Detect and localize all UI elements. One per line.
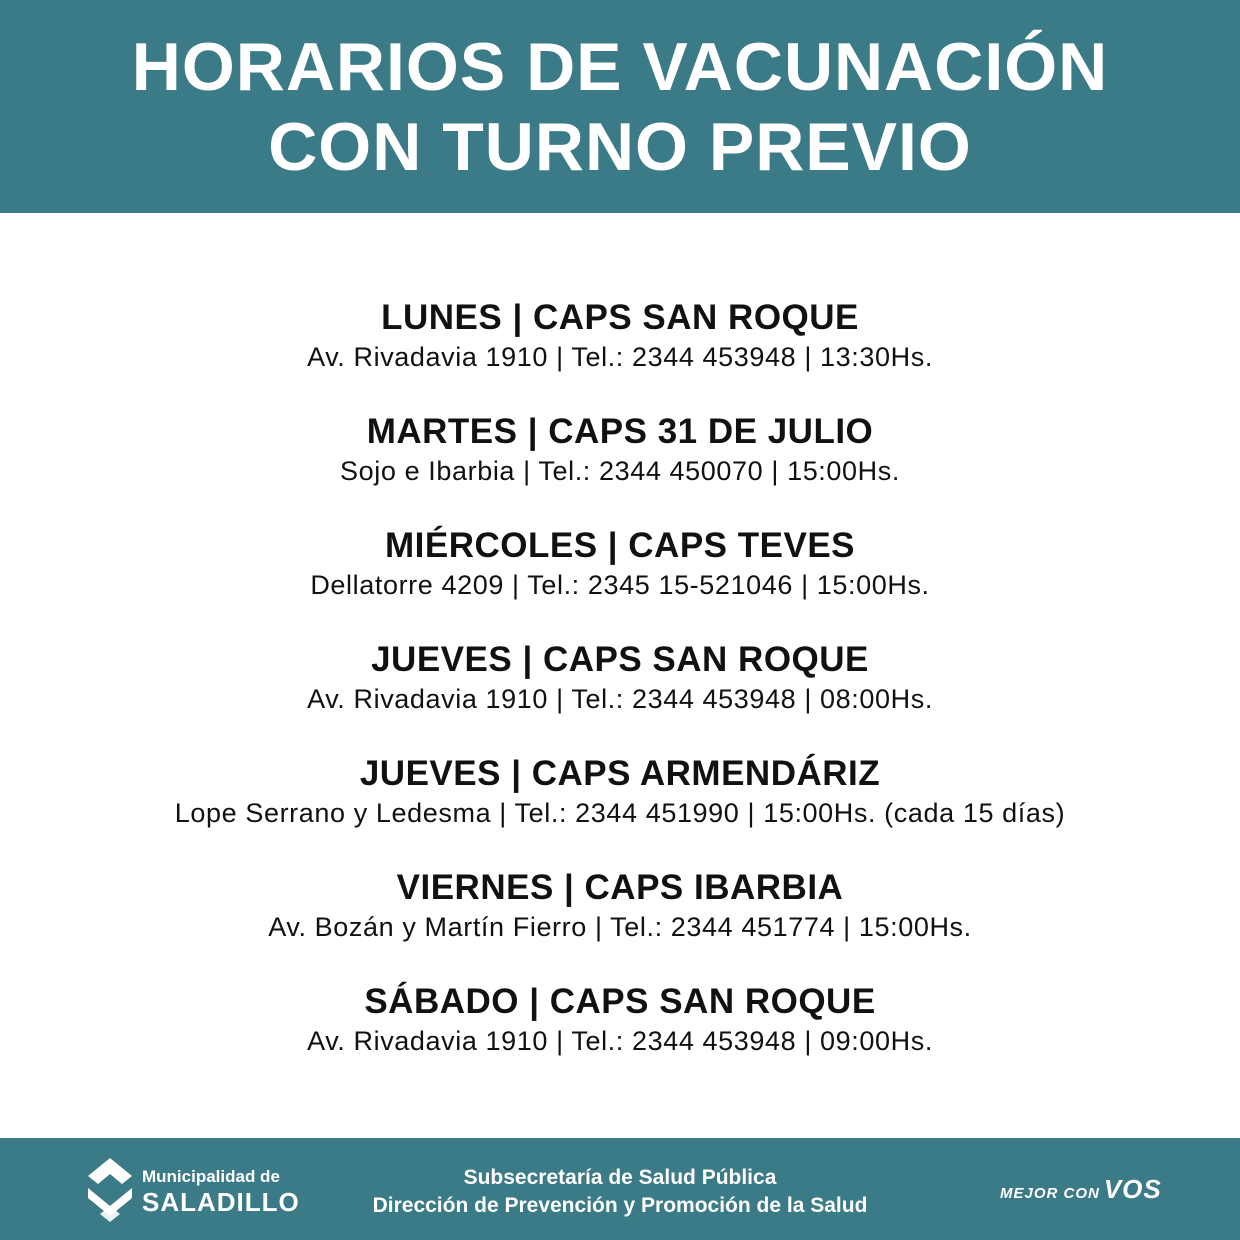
entry-title: JUEVES | CAPS SAN ROQUE (371, 640, 869, 679)
slogan-prefix: MEJOR CON (1000, 1185, 1100, 1202)
entry-detail: Av. Rivadavia 1910 | Tel.: 2344 453948 | 09:00Hs. (307, 1026, 933, 1056)
entry-title: JUEVES | CAPS ARMENDÁRIZ (359, 754, 881, 793)
footer-department (300, 1164, 940, 1220)
entry-detail: Av. Rivadavia 1910 | Tel.: 2344 453948 | 08:00Hs. (307, 684, 933, 714)
entry-title: VIERNES | CAPS IBARBIA (396, 868, 844, 907)
footer-line-1: Subsecretaría de Salud Pública (463, 1166, 777, 1189)
entry-detail: Av. Rivadavia 1910 | Tel.: 2344 453948 | 13:30Hs. (307, 342, 933, 372)
entry-title: SÁBADO | CAPS SAN ROQUE (364, 982, 876, 1021)
entry-title: MIÉRCOLES | CAPS TEVES (384, 526, 856, 565)
entry-detail: Dellatorre 4209 | Tel.: 2345 15-521046 | 15:00Hs. (310, 570, 930, 600)
header-banner (0, 0, 1240, 213)
entry-title: MARTES | CAPS 31 DE JULIO (366, 412, 874, 451)
entry-detail: Av. Bozán y Martín Fierro | Tel.: 2344 451774 | 15:00Hs. (268, 912, 972, 942)
footer-line-2: Dirección de Prevención y Promoción de la Salud (372, 1194, 868, 1217)
entry-detail: Sojo e Ibarbia | Tel.: 2344 450070 | 15:00Hs. (340, 456, 900, 486)
schedule-entry-saturday (0, 980, 1240, 1094)
schedule-entry-wednesday (0, 524, 1240, 638)
entry-detail: Lope Serrano y Ledesma | Tel.: 2344 451990 | 15:00Hs. (cada 15 días) (174, 798, 1066, 828)
schedule-entry-tuesday (0, 410, 1240, 524)
page-title-line-2: CON TURNO PREVIO (268, 108, 972, 185)
footer-banner (0, 1138, 1240, 1240)
schedule-entry-thursday-san-roque (0, 638, 1240, 752)
schedule-list (0, 296, 1240, 1094)
schedule-entry-monday (0, 296, 1240, 410)
entry-title: LUNES | CAPS SAN ROQUE (381, 298, 859, 337)
slogan-emphasis: VOS (1103, 1174, 1162, 1204)
schedule-entry-friday (0, 866, 1240, 980)
brand-name: SALADILLO (142, 1186, 300, 1217)
schedule-entry-thursday-armendariz (0, 752, 1240, 866)
page-title-line-1: HORARIOS DE VACUNACIÓN (131, 28, 1109, 105)
slogan (1000, 1174, 1162, 1205)
brand-top-text: Municipalidad de (142, 1166, 280, 1186)
saladillo-logo-icon (86, 1158, 134, 1224)
municipality-brand (86, 1158, 300, 1224)
